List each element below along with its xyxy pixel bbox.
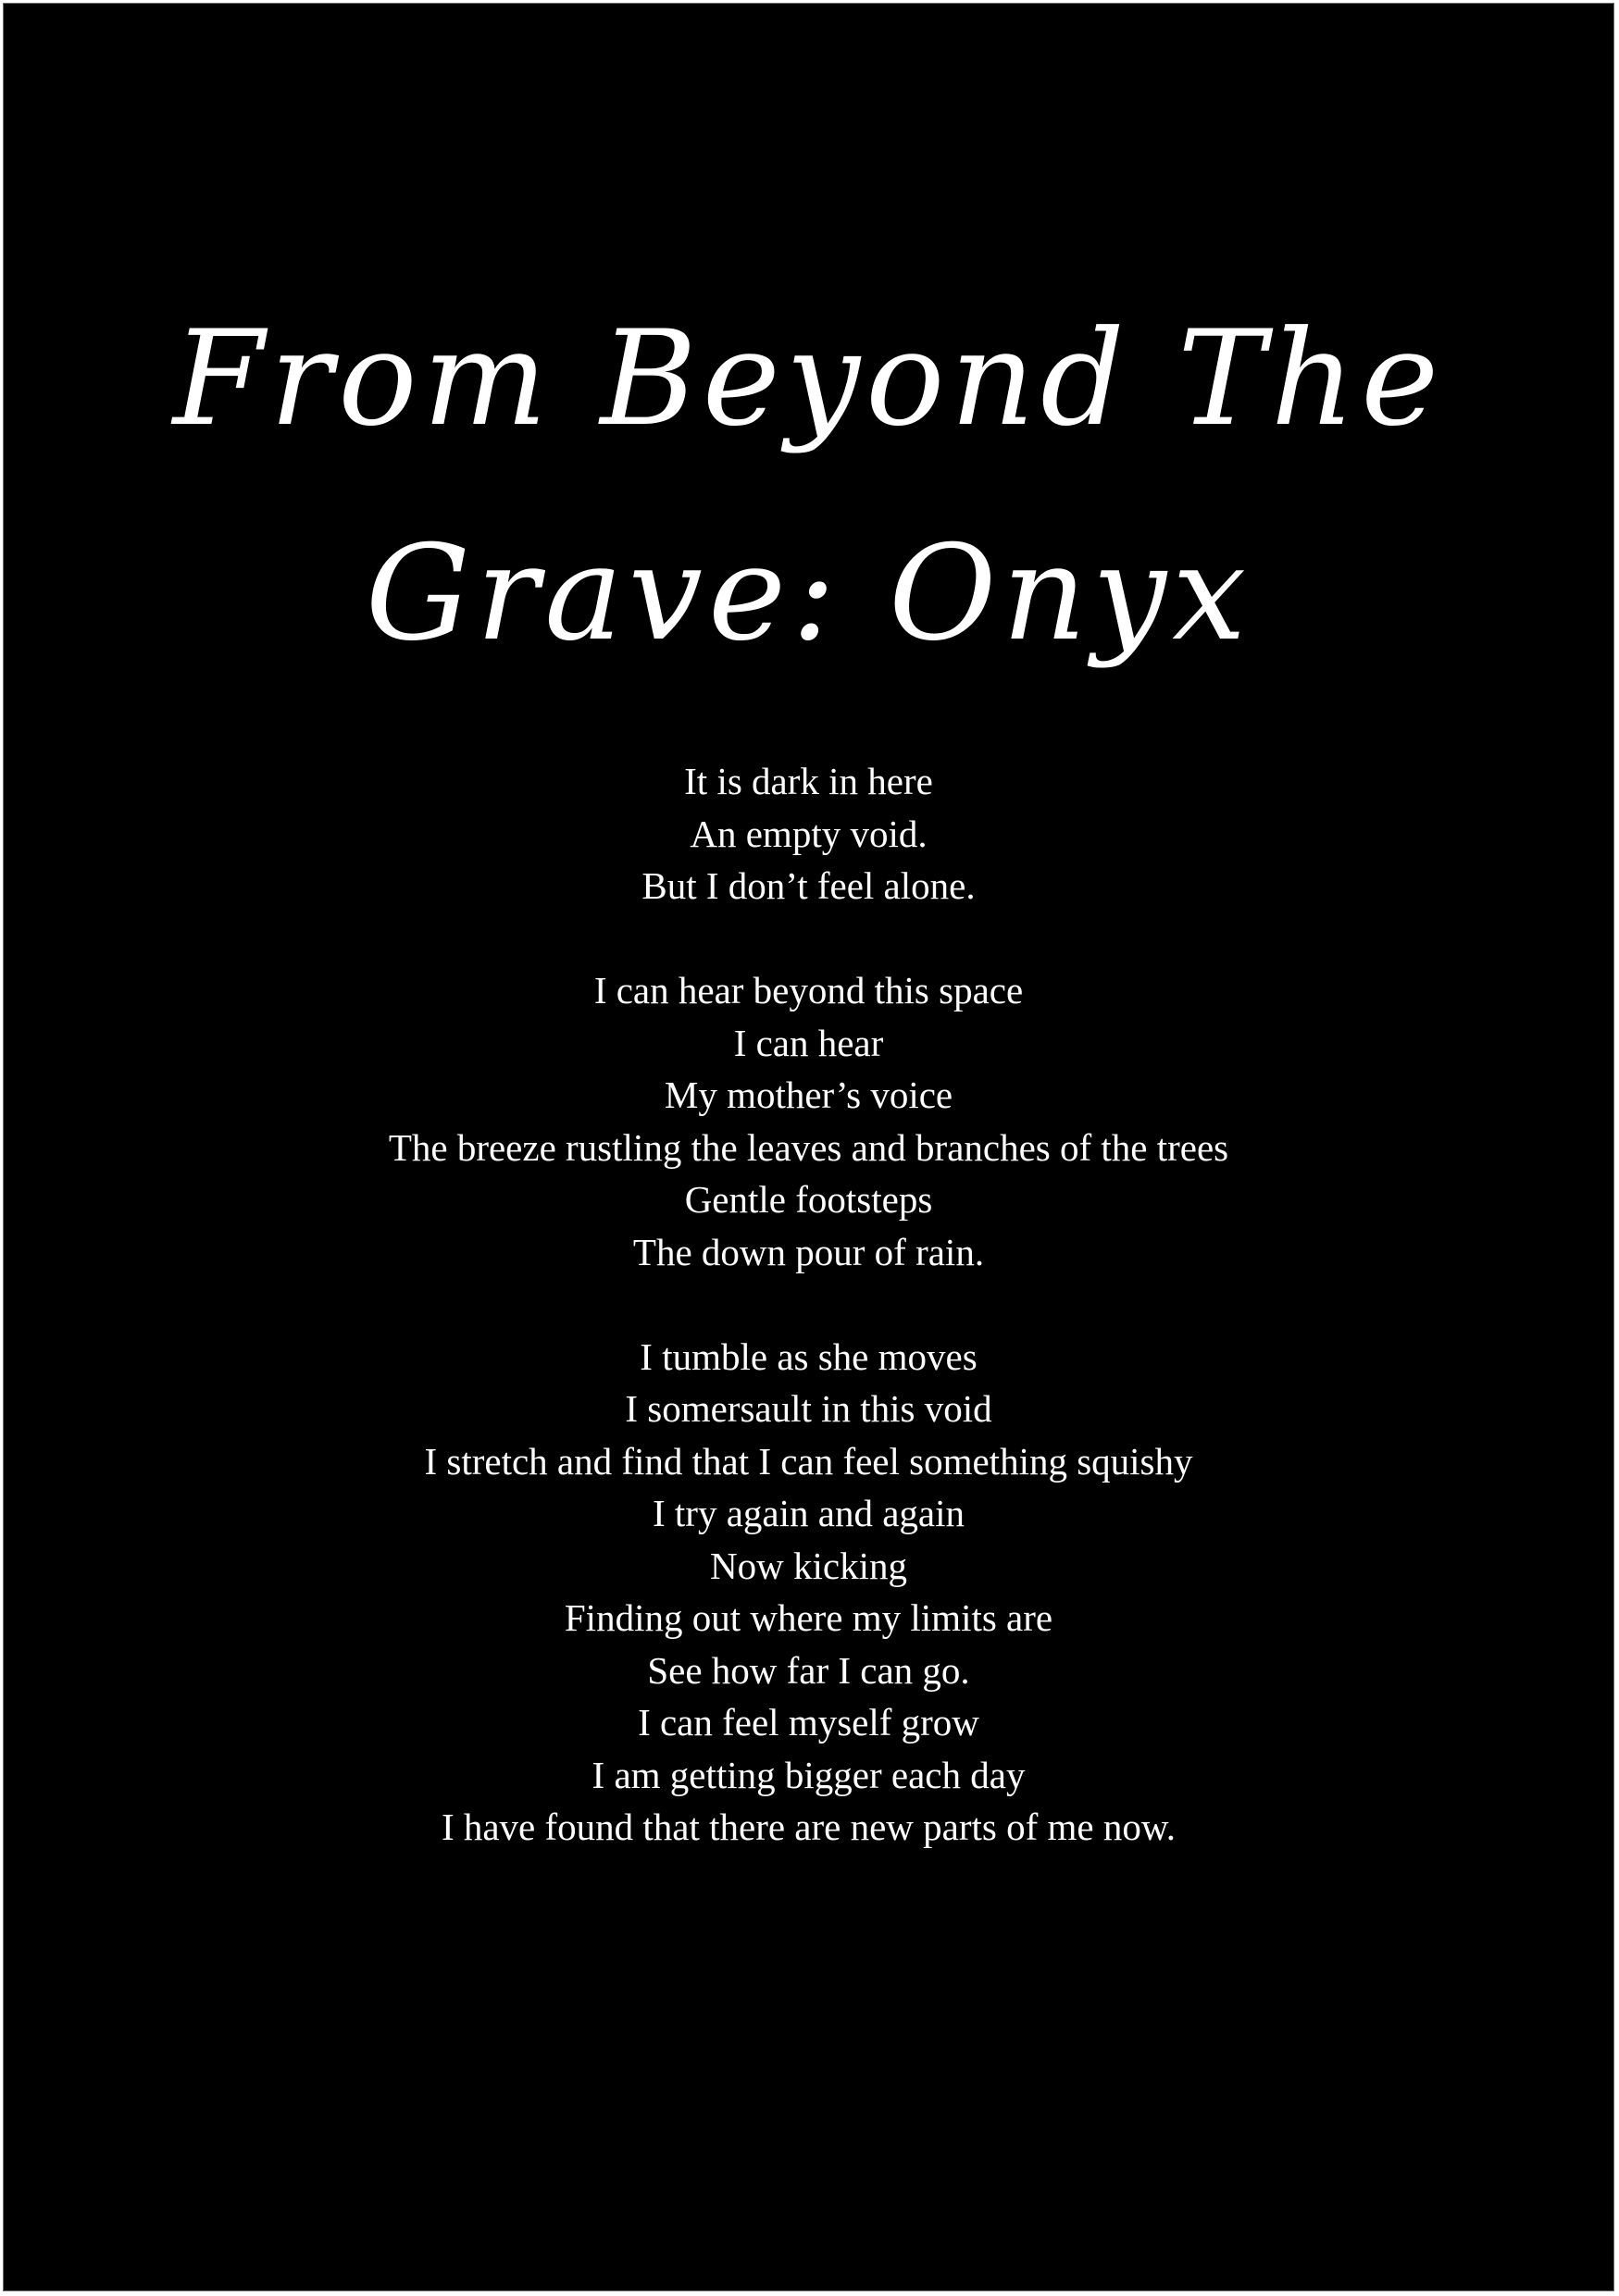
poem-page: [3, 3, 1614, 2291]
poem-line: The down pour of rain.: [632, 1230, 985, 1273]
title-line-1: From Beyond The: [172, 303, 1445, 455]
poem-line: Finding out where my limits are: [564, 1596, 1053, 1639]
stanza-2: [4, 964, 1613, 1278]
poem-body: [4, 755, 1613, 1905]
title-line-2: Grave: Onyx: [365, 517, 1252, 670]
poem-line: I can feel myself grow: [638, 1701, 979, 1744]
poem-line: I can hear beyond this space: [593, 969, 1024, 1011]
poem-line: I tumble as she moves: [640, 1334, 978, 1378]
poem-line: I can hear: [733, 1021, 884, 1064]
poem-line: But I don’t feel alone.: [641, 864, 976, 907]
poem-line: It is dark in here: [684, 760, 933, 802]
poem-title: [4, 272, 1613, 701]
poem-line: Now kicking: [710, 1544, 907, 1587]
poem-line: I stretch and find that I can feel something squishy: [424, 1439, 1193, 1483]
poem-line: I have found that there are new parts of me now.: [441, 1806, 1177, 1848]
stanza-3: [4, 1331, 1613, 1854]
poem-line: An empty void.: [690, 812, 928, 855]
poem-line: I am getting bigger each day: [592, 1753, 1026, 1796]
poem-line: The breeze rustling the leaves and branches of the trees: [388, 1125, 1229, 1169]
poem-line: See how far I can go.: [647, 1648, 970, 1692]
poem-line: I try again and again: [653, 1492, 965, 1534]
stanza-1: [4, 755, 1613, 912]
poem-line: I somersault in this void: [625, 1387, 992, 1430]
poem-line: Gentle footsteps: [684, 1178, 933, 1221]
poem-line: My mother’s voice: [664, 1074, 953, 1116]
